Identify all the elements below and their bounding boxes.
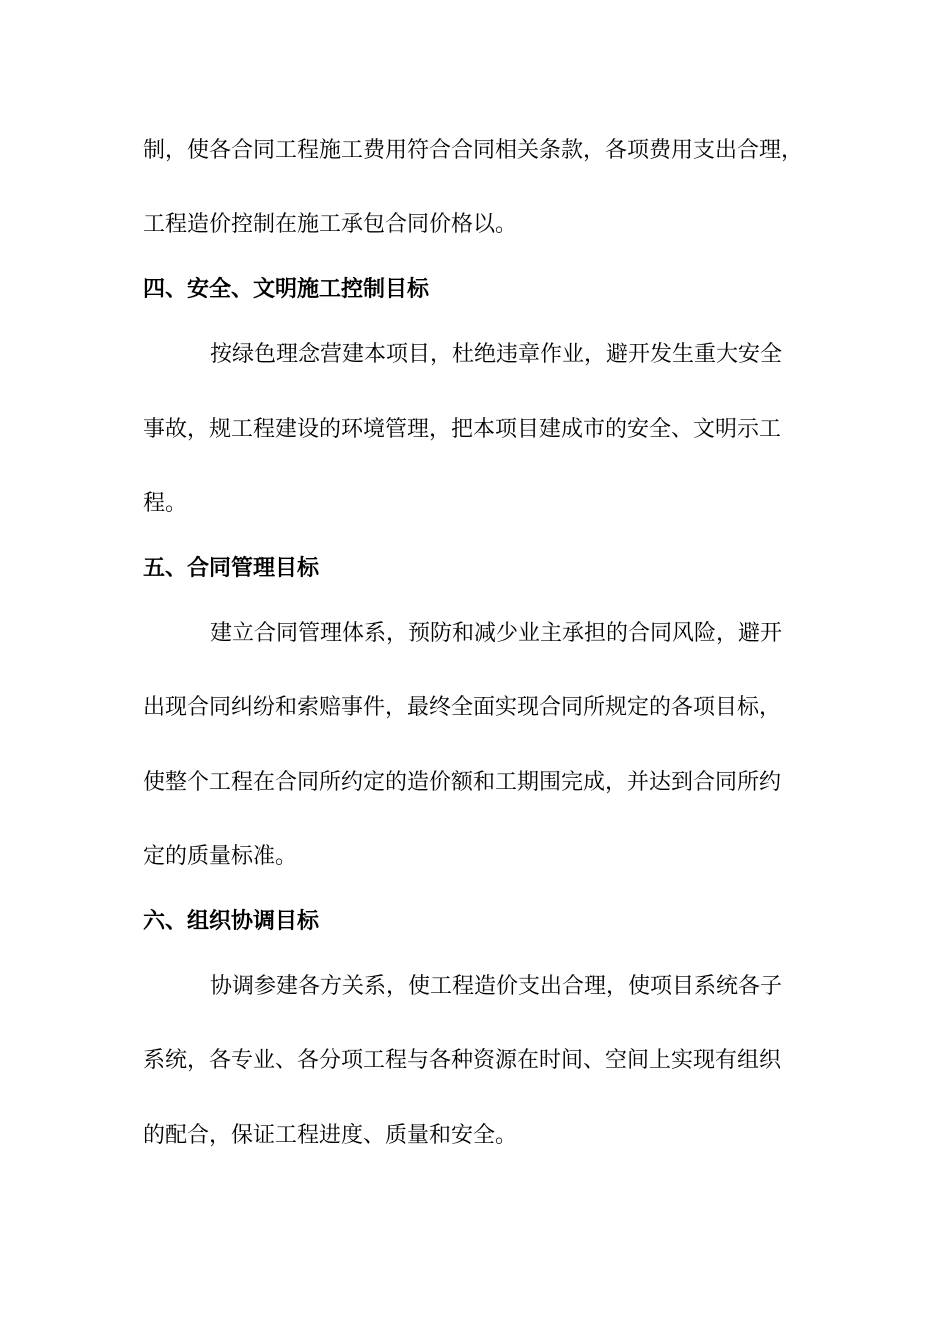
paragraph-line: 的配合，保证工程进度、质量和安全。 — [143, 1123, 518, 1148]
paragraph-line: 建立合同管理体系，预防和减少业主承担的合同风险，避开 — [210, 621, 783, 646]
paragraph-line: 程。 — [143, 491, 188, 516]
paragraph-line: 制，使各合同工程施工费用符合合同相关条款，各项费用支出合理， — [143, 138, 804, 163]
section-heading-contract: 五、合同管理目标 — [143, 556, 320, 581]
paragraph-line: 系统，各专业、各分项工程与各种资源在时间、空间上实现有组织 — [143, 1048, 782, 1073]
paragraph-line: 出现合同纠纷和索赔事件，最终全面实现合同所规定的各项目标， — [143, 695, 782, 720]
section-heading-safety: 四、安全、文明施工控制目标 — [143, 277, 430, 302]
paragraph-line: 事故，规工程建设的环境管理，把本项目建成市的安全、文明示工 — [143, 417, 782, 442]
paragraph-line: 工程造价控制在施工承包合同价格以。 — [143, 212, 518, 237]
section-heading-coordination: 六、组织协调目标 — [143, 909, 320, 934]
paragraph-line: 定的质量标准。 — [143, 844, 298, 869]
paragraph-line: 按绿色理念营建本项目，杜绝违章作业，避开发生重大安全 — [210, 342, 783, 367]
paragraph-line: 使整个工程在合同所约定的造价额和工期围完成，并达到合同所约 — [143, 770, 782, 795]
paragraph-line: 协调参建各方关系，使工程造价支出合理，使项目系统各子 — [210, 974, 783, 999]
